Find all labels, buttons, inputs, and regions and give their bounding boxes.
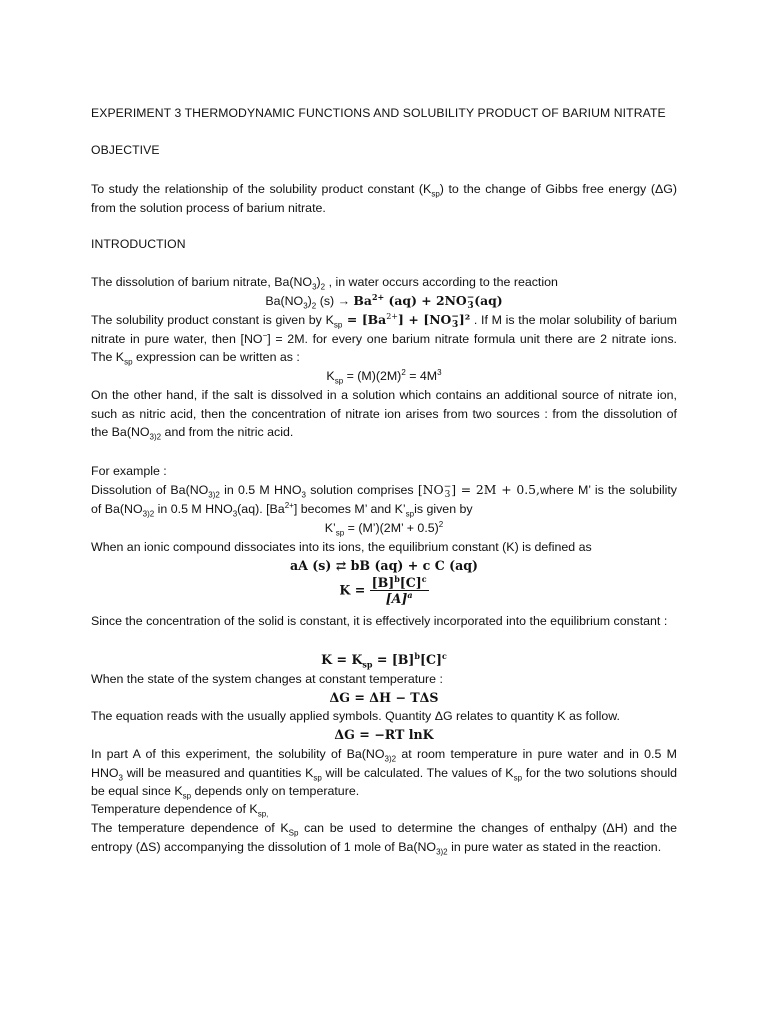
objective-paragraph: To study the relationship of the solubility product constant $(K_{sp})$ to the change of Gibbs free energy (ΔG) from the solution process of barium nitrate. <box>91 182 677 215</box>
reaction-equation: $Ba(NO_3)_2$ $(s) \to Ba^{2+}$ (aq) + 2NO − 3 (aq) <box>265 291 503 311</box>
intro-paragraph-4: Dissolution of $Ba(NO_{3)2}$ in 0.5 M $HNO_3$ solution comprises [NO − 3 ] = 2M + 0.5,where M’ is the solubility of $Ba(NO_{3)2}$ in 0.5 M $HNO_3(aq)$. $[Ba^{2+}]$ becomes M’ and $K’_{sp}is$ given by <box>91 481 677 518</box>
introduction-heading: INTRODUCTION <box>91 237 186 251</box>
k-fraction-body: $\frac{[B]^b[C]^c}{[A]^a}$ <box>371 573 427 606</box>
gibbs-equation: ΔG = ΔH − TΔS <box>329 690 439 705</box>
intro-paragraph-5: When an ionic compound dissociates into its ions, the equilibrium constant (K) is defined as <box>91 540 592 554</box>
document-title: EXPERIMENT 3 THERMODYNAMIC FUNCTIONS AND SOLUBILITY PRODUCT OF BARIUM NITRATE <box>91 106 666 120</box>
example-heading: For example : <box>91 464 167 478</box>
gibbs-rt-equation: ΔG = −RT lnK <box>334 727 434 742</box>
intro-paragraph-8: The equation reads with the usually applied symbols. Quantity ΔG relates to quantity K as follow. <box>91 709 620 723</box>
k-equals-ksp: $K = K_{sp} = [B]^b[C]^c$ <box>321 650 447 670</box>
objective-heading: OBJECTIVE <box>91 143 160 157</box>
intro-paragraph-6: Since the concentration of the solid is constant, it is effectively incorporated into the equilibrium constant : <box>91 614 668 628</box>
ksp-expression: $K_{sp} = (M)(2M)^2 = 4M^3$ <box>326 367 442 386</box>
intro-paragraph-7: When the state of the system changes at constant temperature : <box>91 672 443 686</box>
k-fraction: K = $\frac{[B]^b[C]^c}{[A]^a}$ <box>339 573 427 606</box>
intro-paragraph-1: The dissolution of barium nitrate, $Ba(NO_3)_2$ , in water occurs according to the reaction <box>91 275 558 292</box>
intro-paragraph-9: In part A of this experiment, the solubility of $Ba(NO_{3)2}$ at room temperature in pure water and in 0.5 M $HNO_3$ will be measured and quantities $K_{sp}$ will be calculated. The values of $K_{sp}$ for the two solutions should be equal since $K_{sp}$ depends only on temperature. <box>91 747 678 801</box>
intro-paragraph-3: On the other hand, if the salt is dissolved in a solution which contains an additional source of nitrate ion, such as nitric acid, then the concentration of nitrate ion arises from two sources : from the dissolution of the $Ba(NO_{3)2}$ and from the nitric acid. <box>91 388 677 442</box>
intro-paragraph-10: Temperature dependence of $K_{sp,}$ <box>91 802 269 819</box>
kprime-expression: $K’_{sp}$ = (M’)(2M’ + 0.5)$^2$ <box>324 519 444 538</box>
intro-paragraph-11: The temperature dependence of $K_{Sp}$ can be used to determine the changes of enthalpy (ΔH) and the entropy (ΔS) accompanying the dissolution of 1 mole of $Ba(NO_{3)2}$ in pure water as stated in the reaction. <box>91 821 677 856</box>
general-equilibrium-equation: aA (s) ⇄ bB (aq) + c C (aq) <box>289 558 479 573</box>
intro-paragraph-2: The solubility product constant is given by $K_{sp} = [Ba^{2+}] + [NO$ − 3 ]² . If M is the molar solubility of barium nitrate in pure water, then [NO−] = 2M. for every one barium nitrate formula unit there are 2 nitrate ions. The $K_{sp}$ expression can be written as : <box>91 311 678 367</box>
